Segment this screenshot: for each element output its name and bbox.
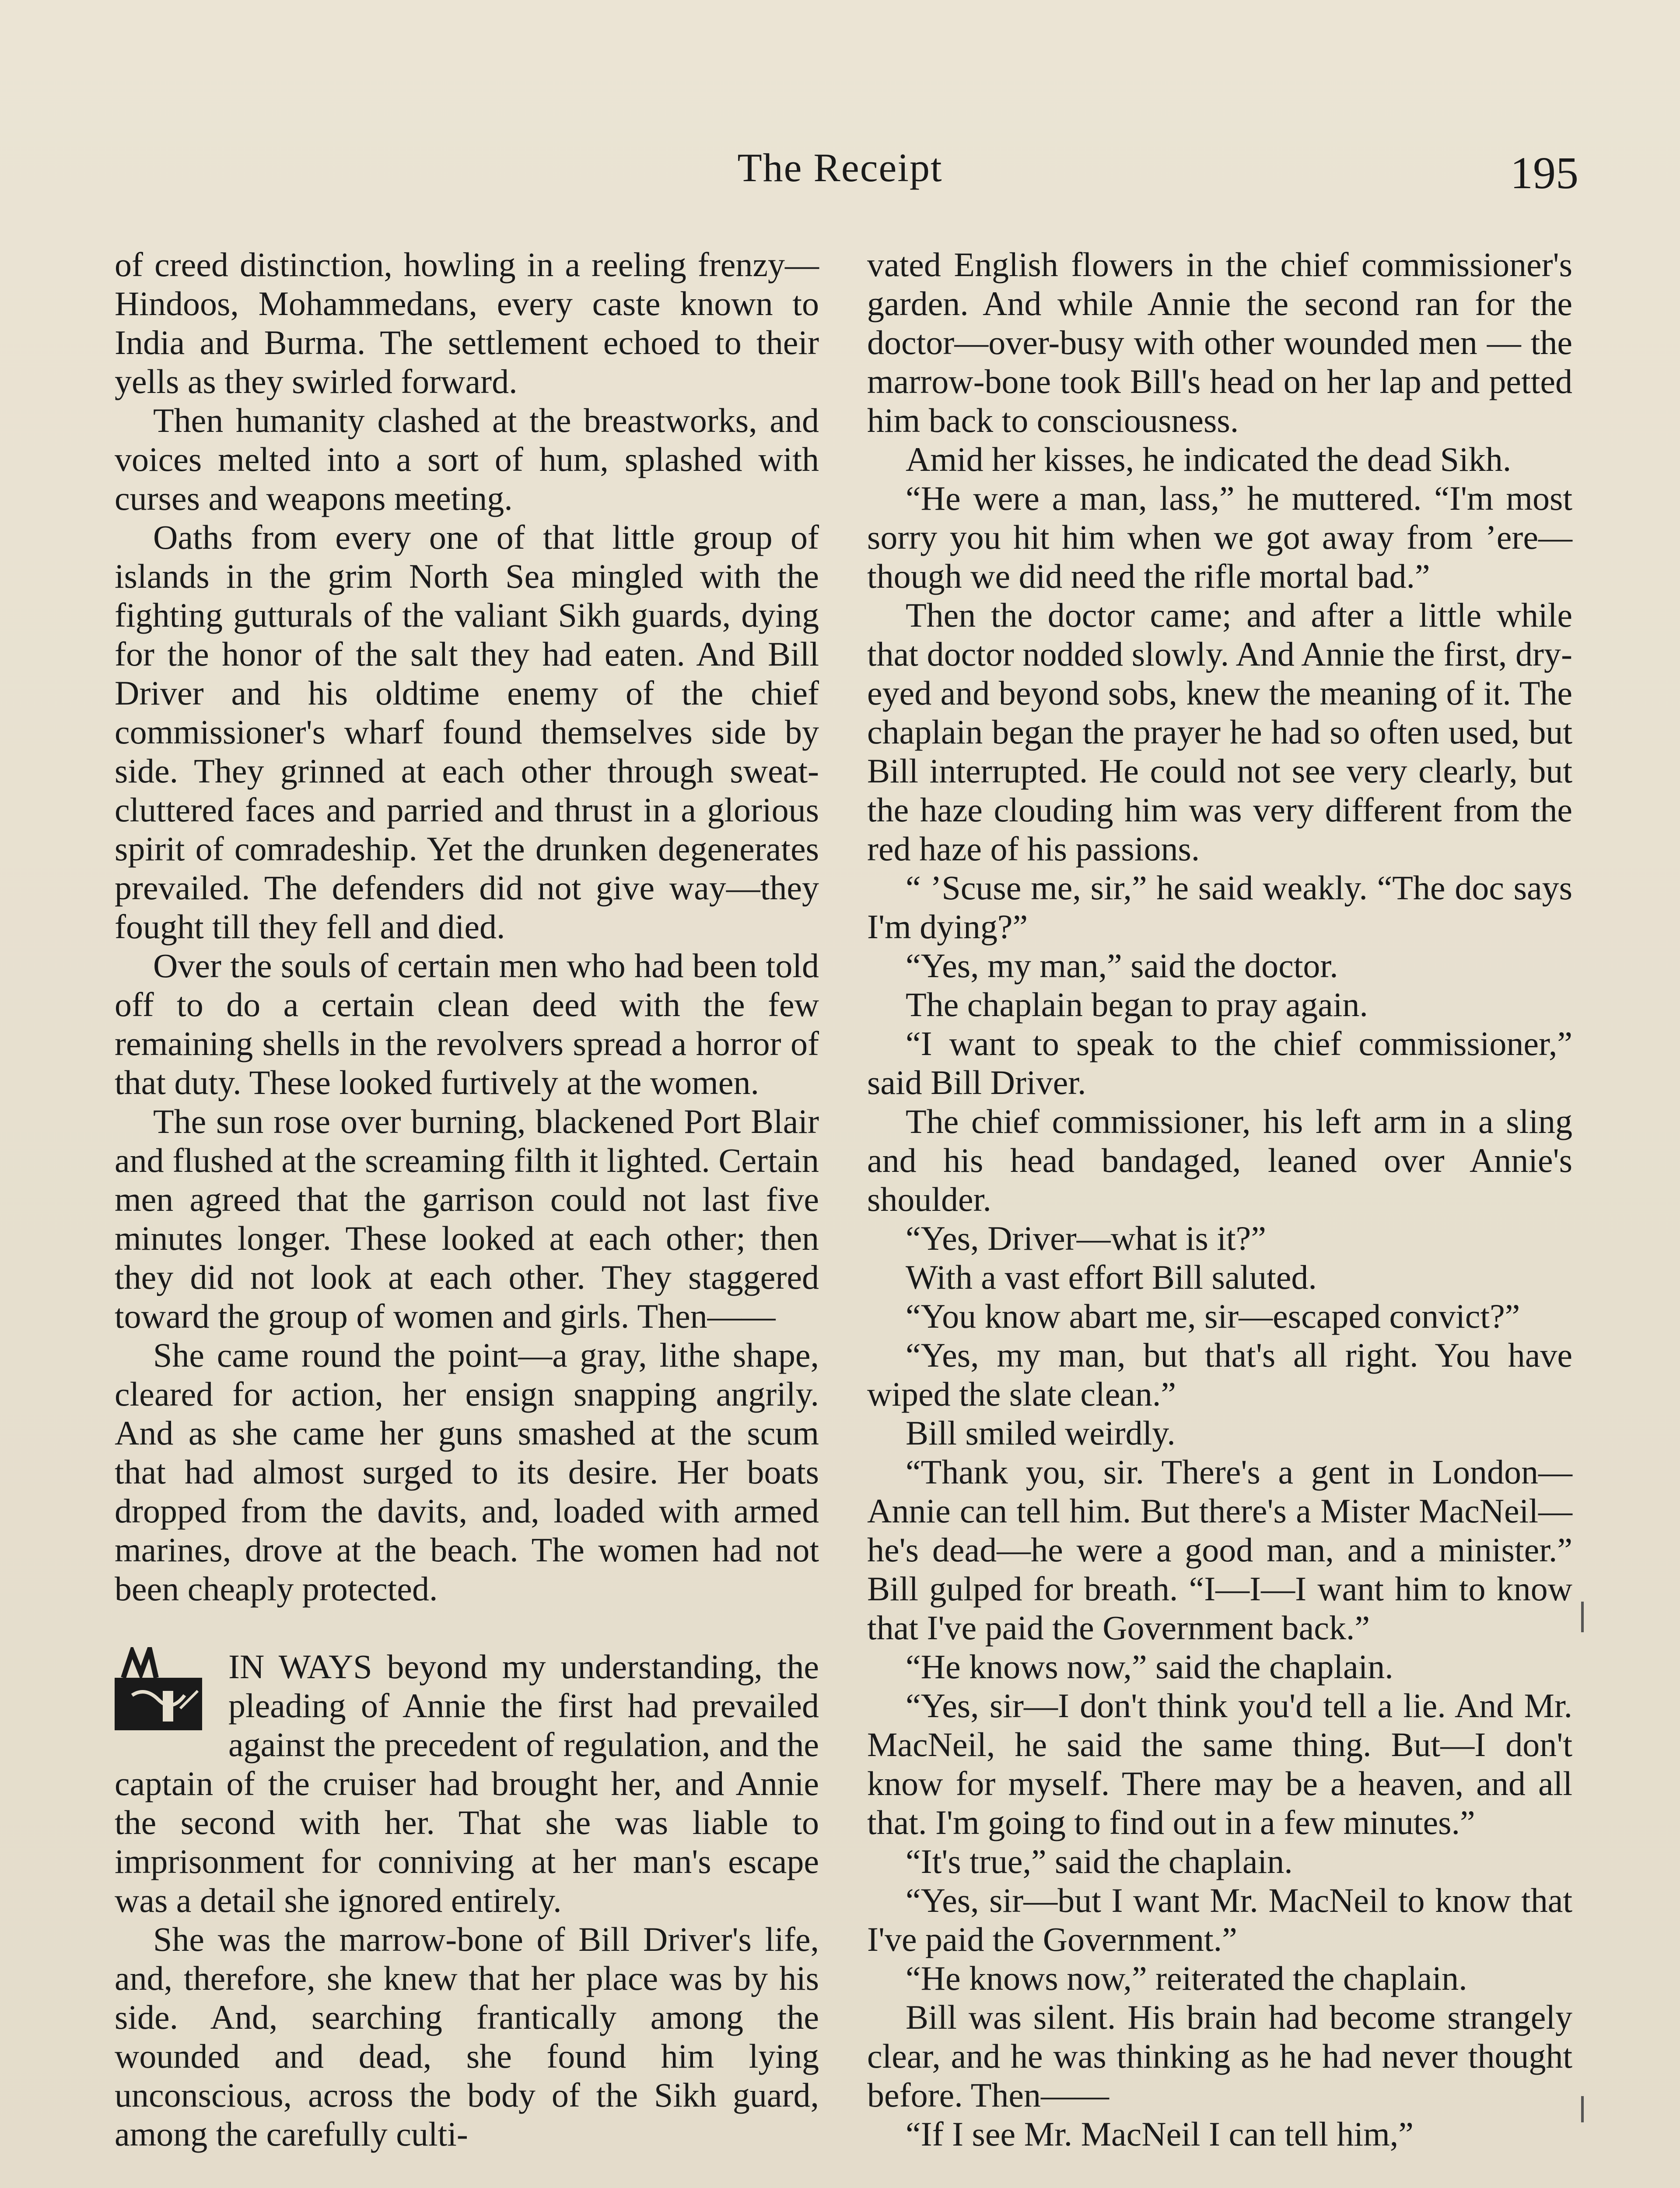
paragraph: of creed distinction, howling in a reeling frenzy—Hindoos, Mohammedans, every caste known to India and Burma. The settlement echoed to their yells as they swirled forward. (115, 245, 819, 400)
paragraph: “ ’Scuse me, sir,” he said weakly. “The doc says I'm dying?” (867, 869, 1572, 946)
page-number: 195 (1510, 148, 1578, 198)
paragraph: Bill was silent. His brain had become strangely clear, and he was thinking as he had never thought before. Then—— (867, 1998, 1572, 2114)
paragraph: vated English flowers in the chief commissioner's garden. And while Annie the second ran for the doctor—over-busy with other wounded men — the marrow-bone took Bill's head on her lap and petted him back to consciousness. (867, 245, 1572, 439)
paragraph: Then humanity clashed at the breastworks, and voices melted into a sort of hum, splashed with curses and weapons meeting. (115, 401, 819, 517)
paragraph: The sun rose over burning, blackened Port Blair and flushed at the screaming filth it lighted. Certain men agreed that the garrison could not last five minutes longer. These looked at each other; then they did not look at each other. They staggered toward the group of women and girls. Then—— (115, 1102, 819, 1335)
running-head (0, 144, 1680, 210)
paragraph: She was the marrow-bone of Bill Driver's life, and, therefore, she knew that her place was by his side. And, searching frantically among the wounded and dead, she found him lying unconscious, across the body of the Sikh guard, among the carefully culti- (115, 1920, 819, 2153)
scan-mark (1581, 2096, 1584, 2122)
paragraph: Bill smiled weirdly. (906, 1414, 1176, 1452)
paragraph: The chaplain began to pray again. (906, 985, 1368, 1024)
paragraph: “It's true,” said the chaplain. (906, 1842, 1293, 1880)
paragraph: “Yes, Driver—what is it?” (906, 1219, 1266, 1257)
paragraph: “Yes, my man,” said the doctor. (906, 947, 1338, 985)
paragraph: Oaths from every one of that little group of islands in the grim North Sea mingled with the fighting gutturals of the valiant Sikh guards, dying for the honor of the salt they had eaten. And Bill Driver and his oldtime enemy of the chief commissioner's wharf found themselves side by side. They grinned at each other through sweat-cluttered faces and parried and thrust in a glorious spirit of comradeship. Yet the drunken degenerates prevailed. The defenders did not give way—they fought till they fell and died. (115, 518, 819, 946)
paragraph: IN WAYS beyond my understanding, the pleading of Annie the first had prevailed against the precedent of regulation, and the captain of the cruiser had brought her, and Annie the second with her. That she was liable to imprisonment for conniving at her man's escape was a detail she ignored entirely. (115, 1648, 819, 1919)
page-title: The Receipt (737, 145, 943, 190)
paragraph: “If I see Mr. MacNeil I can tell him,” (906, 2115, 1414, 2153)
paragraph: “Yes, sir—I don't think you'd tell a lie. And Mr. MacNeil, he said the same thing. But—I don't know for myself. There may be a heaven, and all that. I'm going to find out in a few minutes.” (867, 1687, 1572, 1841)
paragraph: “He knows now,” reiterated the chaplain. (906, 1959, 1467, 1997)
paragraph: “You know abart me, sir—escaped convict?” (906, 1297, 1520, 1335)
decorative-initial-icon (115, 1647, 215, 1735)
paragraph: “I want to speak to the chief commissioner,” said Bill Driver. (867, 1024, 1572, 1101)
paragraph: “Thank you, sir. There's a gent in London—Annie can tell him. But there's a Mister MacNeil—he's dead—he were a good man, and a minister.” Bill gulped for breath. “I—I—I want him to know that I've paid the Government back.” (867, 1453, 1572, 1647)
paragraph: “He were a man, lass,” he muttered. “I'm most sorry you hit him when we got away from ’ere—though we did need the rifle mortal bad.” (867, 479, 1572, 595)
paragraph: The chief commissioner, his left arm in a sling and his head bandaged, leaned over Annie's shoulder. (867, 1102, 1572, 1218)
left-column (115, 245, 819, 2153)
paragraph: “He knows now,” said the chaplain. (906, 1648, 1393, 1686)
paragraph: With a vast effort Bill saluted. (906, 1258, 1317, 1296)
paragraph: Then the doctor came; and after a little while that doctor nodded slowly. And Annie the first, dry-eyed and beyond sobs, knew the meaning of it. The chaplain began the prayer he had so often used, but Bill interrupted. He could not see very clearly, but the haze clouding him was very different from the red haze of his passions. (867, 596, 1572, 868)
paragraph: “Yes, sir—but I want Mr. MacNeil to know that I've paid the Government.” (867, 1881, 1572, 1958)
right-column (867, 245, 1572, 2153)
scan-mark (1581, 1602, 1584, 1632)
paragraph: Amid her kisses, he indicated the dead Sikh. (906, 440, 1512, 478)
paragraph: Over the souls of certain men who had been told off to do a certain clean deed with the few remaining shells in the revolvers spread a horror of that duty. These looked furtively at the women. (115, 947, 819, 1101)
section-break (115, 1647, 819, 1920)
paragraph: She came round the point—a gray, lithe shape, cleared for action, her ensign snapping angrily. And as she came her guns smashed at the scum that had almost surged to its desire. Her boats dropped from the davits, and, loaded with armed marines, drove at the beach. The women had not been cheaply protected. (115, 1336, 819, 1608)
paragraph: “Yes, my man, but that's all right. You have wiped the slate clean.” (867, 1336, 1572, 1413)
